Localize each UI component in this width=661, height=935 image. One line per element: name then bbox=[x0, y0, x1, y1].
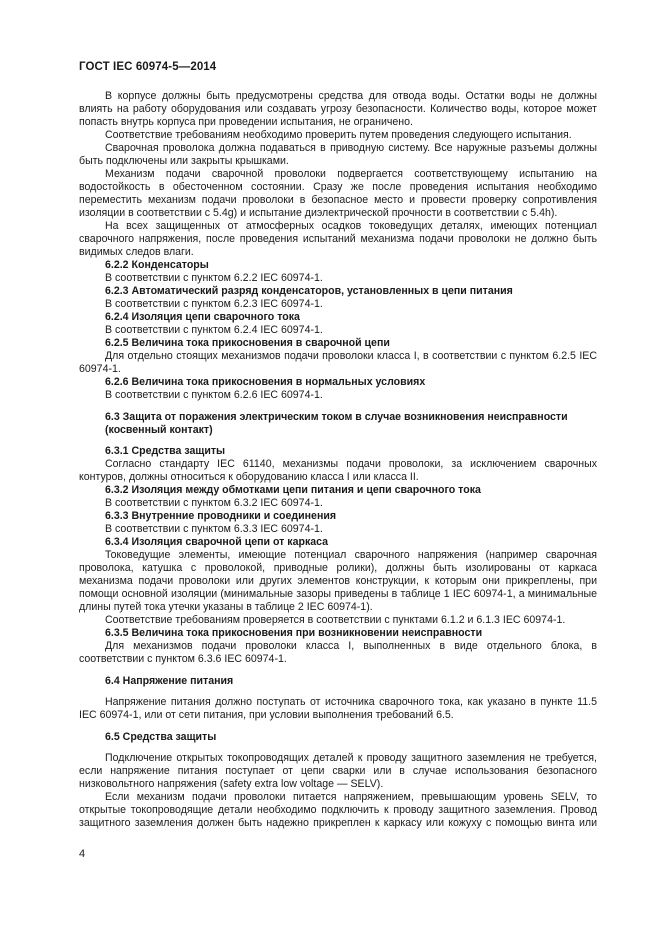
section-heading-6-3-4: 6.3.4 Изоляция сварочной цепи от каркаса bbox=[105, 536, 329, 548]
paragraph: Если механизм подачи проволоки питается напряжением, превышающим уровень SELV, то открытые токопроводящие детали необходимо подключить к проводу защитного заземления. Провод защитного заземления должен быть надежно прикреплен к каркасу или кожуху с помощью винта или bbox=[79, 791, 597, 829]
section-heading-6-2-5: 6.2.5 Величина тока прикосновения в сварочной цепи bbox=[105, 337, 390, 349]
paragraph: Соответствие требованиям необходимо проверить путем проведения следующего испытания. bbox=[105, 129, 572, 141]
paragraph: Токоведущие элементы, имеющие потенциал сварочного напряжения (например сварочная проволока, катушка с проволокой, приводные ролики), должны быть изолированы от каркаса механизма подачи проволоки или других элементов конструкции, к которым они прикреплены, при помощи основной изоляции (минимальные зазоры приведены в таблице 1 IEC 60974-1, а минимальные длины путей тока утечки указаны в таблице 2 IEC 60974-1). bbox=[79, 549, 597, 613]
paragraph: Согласно стандарту IEC 61140, механизмы подачи проволоки, за исключением сварочных контуров, должны относиться к оборудованию класса I или класса II. bbox=[79, 458, 597, 483]
paragraph: В соответствии с пунктом 6.2.4 IEC 60974-1. bbox=[105, 324, 323, 336]
paragraph: В соответствии с пунктом 6.2.6 IEC 60974-1. bbox=[105, 389, 323, 401]
paragraph: Для отдельно стоящих механизмов подачи проволоки класса I, в соответствии с пунктом 6.2.5 IEC 60974-1. bbox=[79, 350, 597, 375]
section-heading-6-2-4: 6.2.4 Изоляция цепи сварочного тока bbox=[105, 311, 300, 323]
section-heading-6-2-6: 6.2.6 Величина тока прикосновения в нормальных условиях bbox=[105, 376, 426, 388]
section-heading-6-3-3: 6.3.3 Внутренние проводники и соединения bbox=[105, 510, 337, 522]
section-heading-6-2-3: 6.2.3 Автоматический разряд конденсаторов, установленных в цепи питания bbox=[105, 285, 513, 297]
paragraph: Сварочная проволока должна подаваться в приводную систему. Все наружные разъемы должны быть подключены или закрыты крышками. bbox=[79, 142, 597, 167]
section-heading-6-3: 6.3 Защита от поражения электрическим током в случае возникновения неисправности bbox=[105, 411, 568, 423]
section-heading-6-2-2: 6.2.2 Конденсаторы bbox=[105, 259, 209, 271]
paragraph: На всех защищенных от атмосферных осадков токоведущих деталях, имеющих потенциал сварочного напряжения, после проведения испытаний механизма подачи проволоки не должно быть видимых следов влаги. bbox=[79, 220, 597, 258]
paragraph: В корпусе должны быть предусмотрены средства для отвода воды. Остатки воды не должны влиять на работу оборудования или создавать угрозу безопасности. Количество воды, которое может попасть внутрь корпуса при проведении испытания, не ограничено. bbox=[79, 90, 597, 128]
paragraph: В соответствии с пунктом 6.2.2 IEC 60974-1. bbox=[105, 272, 323, 284]
paragraph: В соответствии с пунктом 6.2.3 IEC 60974-1. bbox=[105, 298, 323, 310]
section-heading-6-3-2: 6.3.2 Изоляция между обмотками цепи питания и цепи сварочного тока bbox=[105, 484, 481, 496]
document-header: ГОСТ IEC 60974-5—2014 bbox=[79, 61, 217, 73]
paragraph: Напряжение питания должно поступать от источника сварочного тока, как указано в пункте 11.5 IEC 60974-1, или от сети питания, при условии выполнения требований 6.5. bbox=[79, 696, 597, 721]
paragraph: Подключение открытых токопроводящих деталей к проводу защитного заземления не требуется, если напряжение питания поступает от цепи сварки или в случае использования безопасного низковольтного напряжения (safety extra low voltage — SELV). bbox=[79, 752, 597, 790]
section-heading-6-5: 6.5 Средства защиты bbox=[105, 731, 217, 743]
section-heading-6-3-5: 6.3.5 Величина тока прикосновения при возникновении неисправности bbox=[105, 627, 483, 639]
paragraph: Механизм подачи сварочной проволоки подвергается соответствующему испытанию на водостойкость в обесточенном состоянии. Сразу же после проведения испытания необходимо переместить механизм подачи проволоки в безопасное место и провести проверку сопротивления изоляции в соответствии с 5.4g) и испытание диэлектрической прочности в соответствии с 5.4h). bbox=[79, 168, 597, 219]
paragraph: Для механизмов подачи проволоки класса I, выполненных в виде отдельного блока, в соответствии с пунктом 6.3.6 IEC 60974-1. bbox=[79, 640, 597, 665]
page-number: 4 bbox=[79, 848, 86, 860]
paragraph: В соответствии с пунктом 6.3.2 IEC 60974-1. bbox=[105, 497, 323, 509]
section-heading-6-3-1: 6.3.1 Средства защиты bbox=[105, 445, 226, 457]
page-body bbox=[79, 90, 597, 830]
paragraph: В соответствии с пунктом 6.3.3 IEC 60974-1. bbox=[105, 523, 323, 535]
section-heading-6-4: 6.4 Напряжение питания bbox=[105, 675, 234, 687]
paragraph: Соответствие требованиям проверяется в соответствии с пунктами 6.1.2 и 6.1.3 IEC 60974-1. bbox=[105, 614, 566, 626]
section-heading-6-3-cont: (косвенный контакт) bbox=[105, 424, 213, 436]
